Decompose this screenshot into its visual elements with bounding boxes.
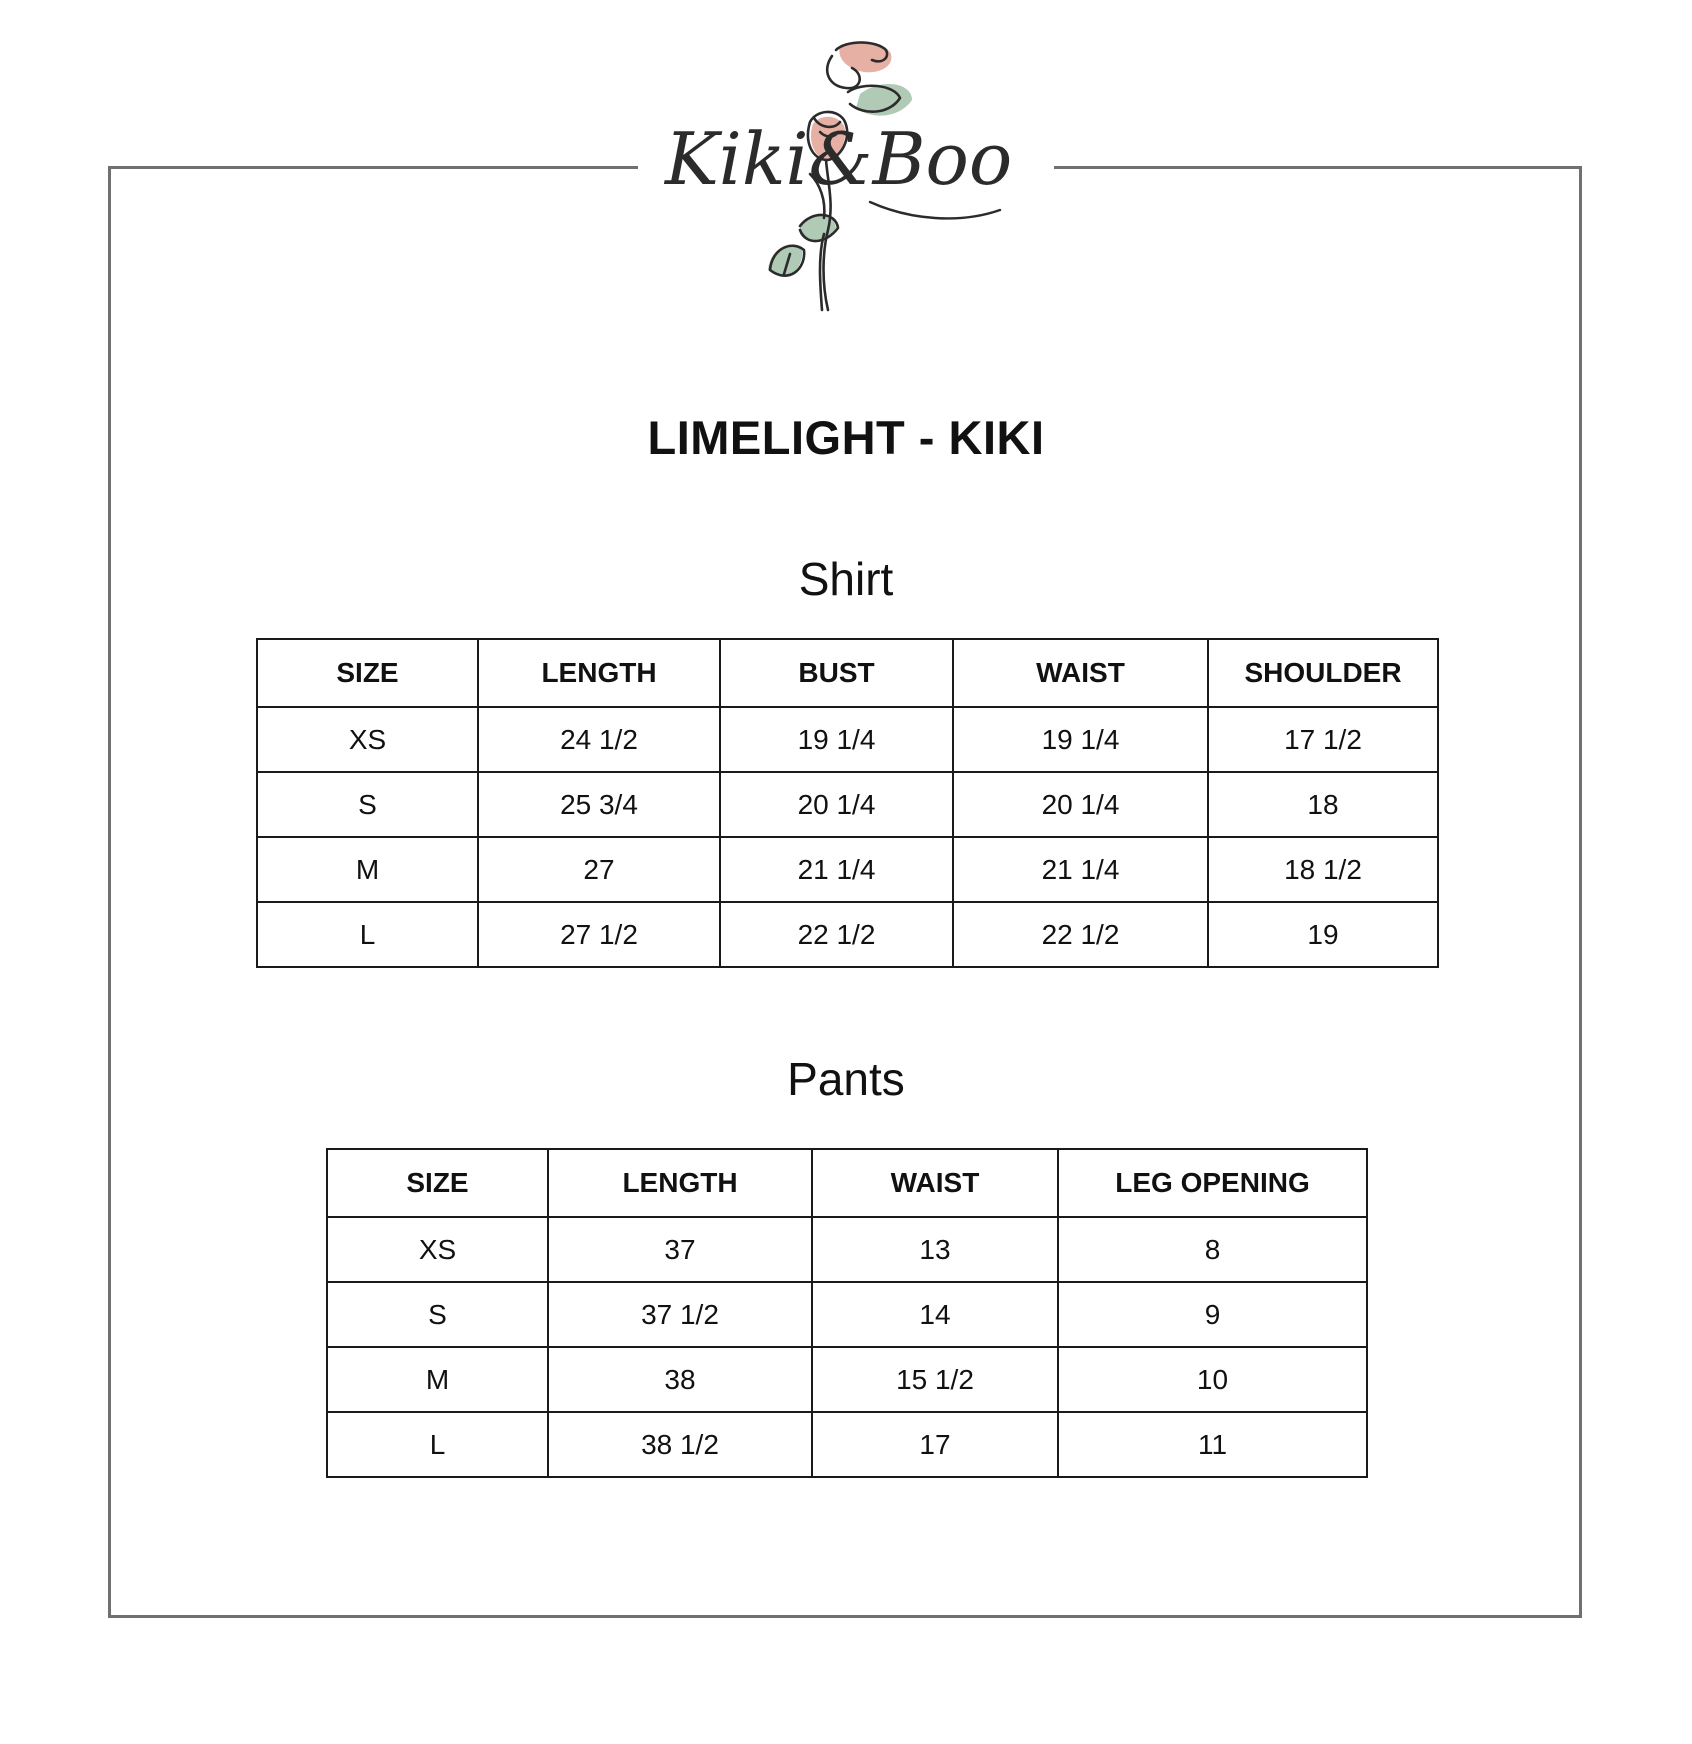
cell-size: L — [327, 1412, 548, 1477]
table-row — [327, 1217, 1367, 1282]
cell-size: M — [327, 1347, 548, 1412]
cell-leg-opening: 10 — [1058, 1347, 1367, 1412]
column-header-bust: BUST — [720, 639, 953, 707]
cell-length: 25 3/4 — [478, 772, 720, 837]
table-header-row — [257, 639, 1438, 707]
column-header-waist: WAIST — [953, 639, 1208, 707]
column-header-length: LENGTH — [548, 1149, 812, 1217]
pants-size-table — [326, 1148, 1368, 1478]
cell-bust: 19 1/4 — [720, 707, 953, 772]
column-header-size: SIZE — [257, 639, 478, 707]
cell-length: 38 1/2 — [548, 1412, 812, 1477]
table-row — [257, 837, 1438, 902]
cell-size: XS — [257, 707, 478, 772]
table-header-row — [327, 1149, 1367, 1217]
cell-waist: 21 1/4 — [953, 837, 1208, 902]
cell-bust: 21 1/4 — [720, 837, 953, 902]
table-row — [327, 1412, 1367, 1477]
cell-length: 37 — [548, 1217, 812, 1282]
cell-waist: 13 — [812, 1217, 1058, 1282]
document-title: LIMELIGHT - KIKI — [647, 411, 1045, 464]
column-header-length: LENGTH — [478, 639, 720, 707]
cell-bust: 22 1/2 — [720, 902, 953, 967]
cell-size: S — [257, 772, 478, 837]
table-row — [327, 1282, 1367, 1347]
cell-waist: 15 1/2 — [812, 1347, 1058, 1412]
cell-waist: 19 1/4 — [953, 707, 1208, 772]
cell-shoulder: 19 — [1208, 902, 1438, 967]
cell-shoulder: 18 1/2 — [1208, 837, 1438, 902]
cell-waist: 17 — [812, 1412, 1058, 1477]
cell-waist: 14 — [812, 1282, 1058, 1347]
column-header-leg-opening: LEG OPENING — [1058, 1149, 1367, 1217]
cell-length: 38 — [548, 1347, 812, 1412]
cell-size: S — [327, 1282, 548, 1347]
column-header-waist: WAIST — [812, 1149, 1058, 1217]
column-header-shoulder: SHOULDER — [1208, 639, 1438, 707]
kiki-and-boo-logo — [650, 34, 1050, 324]
cell-waist: 22 1/2 — [953, 902, 1208, 967]
cell-waist: 20 1/4 — [953, 772, 1208, 837]
cell-leg-opening: 9 — [1058, 1282, 1367, 1347]
cell-leg-opening: 11 — [1058, 1412, 1367, 1477]
table-row — [327, 1347, 1367, 1412]
cell-size: XS — [327, 1217, 548, 1282]
cell-length: 24 1/2 — [478, 707, 720, 772]
table-row — [257, 902, 1438, 967]
table-row — [257, 772, 1438, 837]
cell-size: L — [257, 902, 478, 967]
cell-shoulder: 18 — [1208, 772, 1438, 837]
shirt-heading: Shirt — [798, 553, 894, 605]
table-row — [257, 707, 1438, 772]
cell-shoulder: 17 1/2 — [1208, 707, 1438, 772]
cell-length: 27 — [478, 837, 720, 902]
cell-leg-opening: 8 — [1058, 1217, 1367, 1282]
pants-heading: Pants — [787, 1053, 905, 1105]
cell-bust: 20 1/4 — [720, 772, 953, 837]
cell-size: M — [257, 837, 478, 902]
column-header-size: SIZE — [327, 1149, 548, 1217]
shirt-size-table — [256, 638, 1439, 968]
cell-length: 27 1/2 — [478, 902, 720, 967]
cell-length: 37 1/2 — [548, 1282, 812, 1347]
logo-text: Kiki&Boo — [665, 117, 1013, 201]
